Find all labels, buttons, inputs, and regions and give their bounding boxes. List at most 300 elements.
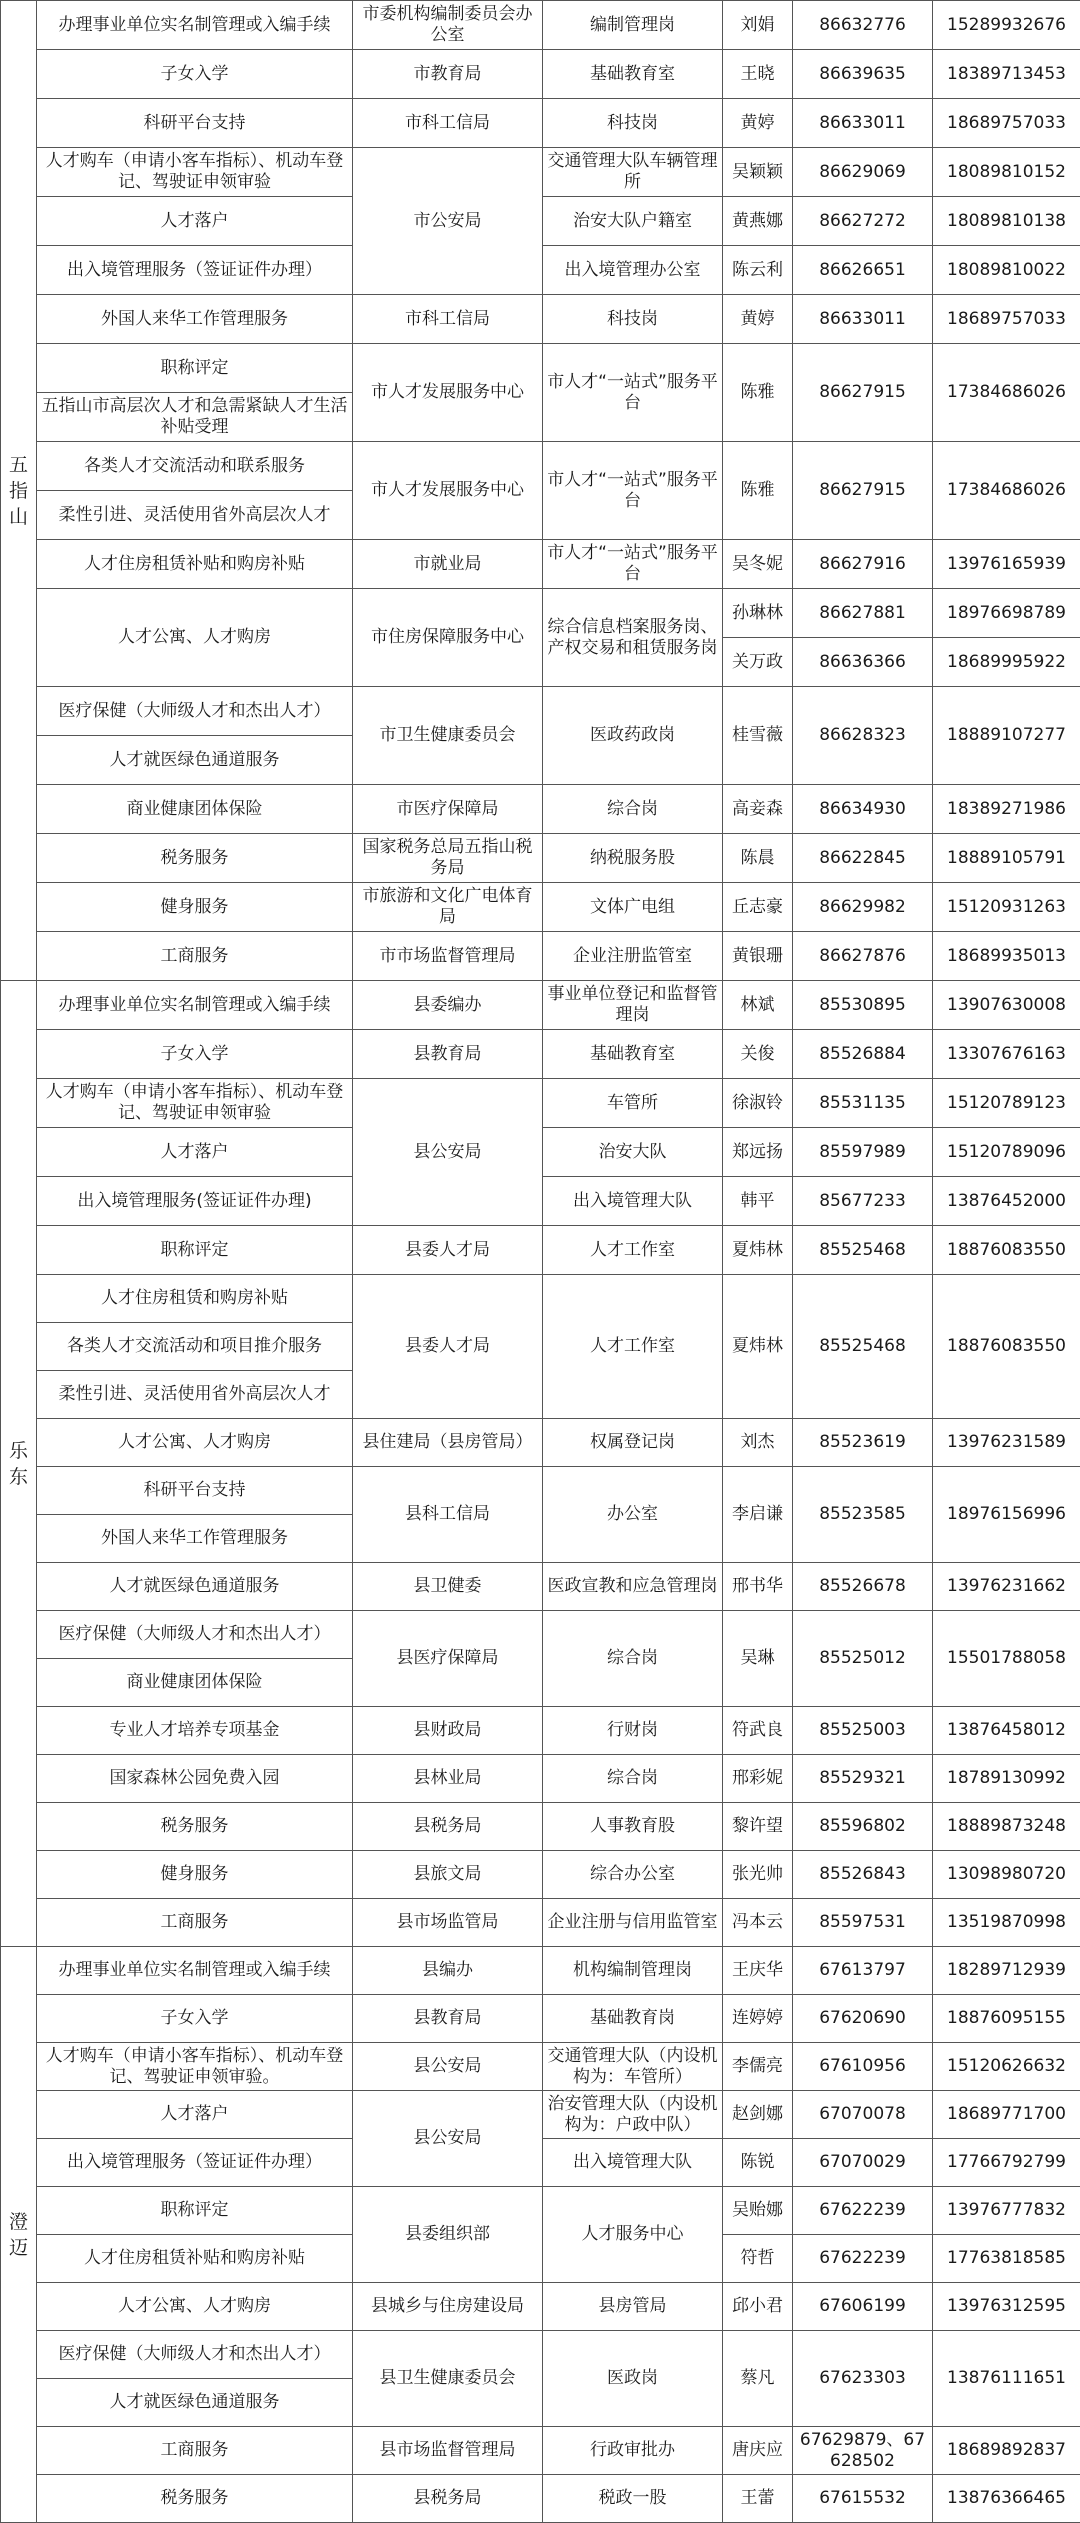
mobile-cell: 15501788058 [933, 1611, 1080, 1707]
department-cell: 县林业局 [353, 1755, 543, 1803]
table-row [1, 1899, 1080, 1947]
post-cell: 出入境管理大队 [543, 2139, 723, 2187]
post-cell: 事业单位登记和监督管理岗 [543, 981, 723, 1030]
contact-cell: 徐淑铃 [723, 1079, 793, 1128]
table-row [1, 148, 1080, 197]
department-cell: 县委编办 [353, 981, 543, 1030]
phone-cell: 67622239 [793, 2235, 933, 2283]
post-cell: 治安大队户籍室 [543, 197, 723, 246]
contact-cell: 陈云利 [723, 246, 793, 295]
service-cell: 出入境管理服务(签证证件办理) [37, 1177, 353, 1226]
service-cell: 医疗保健（大师级人才和杰出人才） [37, 1611, 353, 1659]
phone-cell: 85525468 [793, 1275, 933, 1419]
mobile-cell: 13876458012 [933, 1707, 1080, 1755]
service-cell: 医疗保健（大师级人才和杰出人才） [37, 687, 353, 736]
department-cell: 县城乡与住房建设局 [353, 2283, 543, 2331]
contact-cell: 黄燕娜 [723, 197, 793, 246]
post-cell: 交通管理大队（内设机构为：车管所） [543, 2043, 723, 2091]
phone-cell: 85523585 [793, 1467, 933, 1563]
table-row [1, 2475, 1080, 2523]
phone-cell: 67610956 [793, 2043, 933, 2091]
post-cell: 医政岗 [543, 2331, 723, 2427]
service-cell: 人才购车（申请小客车指标）、机动车登记、驾驶证申领审验 [37, 1079, 353, 1128]
department-cell: 市医疗保障局 [353, 785, 543, 834]
table-body [1, 1, 1080, 2523]
contact-cell: 关万政 [723, 638, 793, 687]
service-cell: 人才公寓、人才购房 [37, 2283, 353, 2331]
department-cell: 县委组织部 [353, 2187, 543, 2283]
phone-cell: 85597989 [793, 1128, 933, 1177]
contact-cell: 陈雅 [723, 344, 793, 442]
mobile-cell: 13876452000 [933, 1177, 1080, 1226]
contact-cell: 赵剑娜 [723, 2091, 793, 2139]
service-cell: 人才住房租赁和购房补贴 [37, 1275, 353, 1323]
post-cell: 治安管理大队（内设机构为：户政中队） [543, 2091, 723, 2139]
phone-cell: 85677233 [793, 1177, 933, 1226]
service-cell: 出入境管理服务（签证证件办理） [37, 2139, 353, 2187]
mobile-cell: 13976312595 [933, 2283, 1080, 2331]
post-cell: 企业注册监管室 [543, 932, 723, 981]
region-name: 乐东 [9, 1438, 29, 1490]
service-cell: 工商服务 [37, 1899, 353, 1947]
table-row [1, 99, 1080, 148]
mobile-cell: 18689771700 [933, 2091, 1080, 2139]
mobile-cell: 13519870998 [933, 1899, 1080, 1947]
service-cell: 柔性引进、灵活使用省外高层次人才 [37, 1371, 353, 1419]
contact-cell: 王庆华 [723, 1947, 793, 1995]
post-cell: 基础教育室 [543, 1030, 723, 1079]
phone-cell: 67615532 [793, 2475, 933, 2523]
contact-cell: 冯本云 [723, 1899, 793, 1947]
department-cell: 市住房保障服务中心 [353, 589, 543, 687]
phone-cell: 85525012 [793, 1611, 933, 1707]
phone-cell: 86628323 [793, 687, 933, 785]
service-cell: 税务服务 [37, 2475, 353, 2523]
service-cell: 出入境管理服务（签证证件办理） [37, 246, 353, 295]
mobile-cell: 13976777832 [933, 2187, 1080, 2235]
phone-cell: 85530895 [793, 981, 933, 1030]
contact-cell: 孙琳林 [723, 589, 793, 638]
mobile-cell: 18089810138 [933, 197, 1080, 246]
service-cell: 健身服务 [37, 1851, 353, 1899]
department-cell: 市科工信局 [353, 99, 543, 148]
service-cell: 科研平台支持 [37, 99, 353, 148]
phone-cell: 67606199 [793, 2283, 933, 2331]
table-row [1, 1851, 1080, 1899]
mobile-cell: 18976698789 [933, 589, 1080, 638]
table-row [1, 1947, 1080, 1995]
contact-cell: 符武良 [723, 1707, 793, 1755]
contact-cell: 丘志豪 [723, 883, 793, 932]
post-cell: 机构编制管理岗 [543, 1947, 723, 1995]
phone-cell: 85597531 [793, 1899, 933, 1947]
mobile-cell: 13307676163 [933, 1030, 1080, 1079]
service-cell: 子女入学 [37, 1995, 353, 2043]
table-row [1, 1275, 1080, 1323]
phone-cell: 86634930 [793, 785, 933, 834]
contact-cell: 连婷婷 [723, 1995, 793, 2043]
post-cell: 税政一股 [543, 2475, 723, 2523]
department-cell: 国家税务总局五指山税务局 [353, 834, 543, 883]
service-cell: 工商服务 [37, 2427, 353, 2475]
post-cell: 市人才“一站式”服务平台 [543, 540, 723, 589]
post-cell: 出入境管理办公室 [543, 246, 723, 295]
department-cell: 县科工信局 [353, 1467, 543, 1563]
phone-cell: 85523619 [793, 1419, 933, 1467]
department-cell: 县公安局 [353, 2043, 543, 2091]
service-cell: 人才购车（申请小客车指标）、机动车登记、驾驶证申领审验。 [37, 2043, 353, 2091]
phone-cell: 85526678 [793, 1563, 933, 1611]
contact-cell: 符哲 [723, 2235, 793, 2283]
table-row [1, 1611, 1080, 1659]
post-cell: 医政宣教和应急管理岗 [543, 1563, 723, 1611]
post-cell: 车管所 [543, 1079, 723, 1128]
contact-cell: 刘杰 [723, 1419, 793, 1467]
service-cell: 科研平台支持 [37, 1467, 353, 1515]
department-cell: 市卫生健康委员会 [353, 687, 543, 785]
table-row [1, 687, 1080, 736]
phone-cell: 85525468 [793, 1226, 933, 1275]
mobile-cell: 13876111651 [933, 2331, 1080, 2427]
department-cell: 县委人才局 [353, 1275, 543, 1419]
service-cell: 办理事业单位实名制管理或入编手续 [37, 1947, 353, 1995]
department-cell: 市就业局 [353, 540, 543, 589]
post-cell: 县房管局 [543, 2283, 723, 2331]
department-cell: 县税务局 [353, 1803, 543, 1851]
post-cell: 人事教育股 [543, 1803, 723, 1851]
contact-cell: 邱小君 [723, 2283, 793, 2331]
table-row [1, 1030, 1080, 1079]
mobile-cell: 15120626632 [933, 2043, 1080, 2091]
department-cell: 县编办 [353, 1947, 543, 1995]
department-cell: 县教育局 [353, 1995, 543, 2043]
service-cell: 国家森林公园免费入园 [37, 1755, 353, 1803]
phone-cell: 67070078 [793, 2091, 933, 2139]
post-cell: 综合岗 [543, 785, 723, 834]
contact-cell: 张光帅 [723, 1851, 793, 1899]
mobile-cell: 13098980720 [933, 1851, 1080, 1899]
mobile-cell: 18876083550 [933, 1226, 1080, 1275]
mobile-cell: 15120789123 [933, 1079, 1080, 1128]
contact-cell: 桂雪薇 [723, 687, 793, 785]
contact-cell: 李启谦 [723, 1467, 793, 1563]
contact-cell: 郑远扬 [723, 1128, 793, 1177]
department-cell: 市委机构编制委员会办公室 [353, 1, 543, 50]
mobile-cell: 18689757033 [933, 99, 1080, 148]
region-name: 五指山 [9, 452, 29, 530]
department-cell: 县卫健委 [353, 1563, 543, 1611]
service-cell: 商业健康团体保险 [37, 785, 353, 834]
contact-cell: 陈雅 [723, 442, 793, 540]
department-cell: 县住建局（县房管局） [353, 1419, 543, 1467]
mobile-cell: 13976231589 [933, 1419, 1080, 1467]
table-row [1, 932, 1080, 981]
table-row [1, 2091, 1080, 2139]
mobile-cell: 17763818585 [933, 2235, 1080, 2283]
phone-cell: 67620690 [793, 1995, 933, 2043]
table-row [1, 442, 1080, 491]
phone-cell: 86632776 [793, 1, 933, 50]
mobile-cell: 18689757033 [933, 295, 1080, 344]
post-cell: 人才工作室 [543, 1275, 723, 1419]
table-row [1, 1079, 1080, 1128]
post-cell: 综合信息档案服务岗、产权交易和租赁服务岗 [543, 589, 723, 687]
contact-cell: 夏炜林 [723, 1226, 793, 1275]
region-cell [1, 981, 37, 1947]
service-cell: 职称评定 [37, 2187, 353, 2235]
contact-cell: 唐庆应 [723, 2427, 793, 2475]
department-cell: 县财政局 [353, 1707, 543, 1755]
mobile-cell: 18789130992 [933, 1755, 1080, 1803]
service-cell: 各类人才交流活动和项目推介服务 [37, 1323, 353, 1371]
table-row [1, 1226, 1080, 1275]
department-cell: 市市场监督管理局 [353, 932, 543, 981]
post-cell: 基础教育室 [543, 50, 723, 99]
phone-cell: 67070029 [793, 2139, 933, 2187]
service-cell: 五指山市高层次人才和急需紧缺人才生活补贴受理 [37, 393, 353, 442]
phone-cell: 67622239 [793, 2187, 933, 2235]
department-cell: 县市场监管局 [353, 1899, 543, 1947]
contact-cell: 陈晨 [723, 834, 793, 883]
phone-cell: 86627915 [793, 442, 933, 540]
post-cell: 编制管理岗 [543, 1, 723, 50]
phone-cell: 86633011 [793, 99, 933, 148]
department-cell: 县税务局 [353, 2475, 543, 2523]
table-row [1, 589, 1080, 638]
contact-cell: 邢书华 [723, 1563, 793, 1611]
mobile-cell: 17384686026 [933, 442, 1080, 540]
department-cell: 市人才发展服务中心 [353, 344, 543, 442]
contact-cell: 吴颖颖 [723, 148, 793, 197]
contact-cell: 林斌 [723, 981, 793, 1030]
table-row [1, 1563, 1080, 1611]
contact-cell: 陈锐 [723, 2139, 793, 2187]
department-cell: 县市场监督管理局 [353, 2427, 543, 2475]
contact-cell: 蔡凡 [723, 2331, 793, 2427]
contact-cell: 王晓 [723, 50, 793, 99]
post-cell: 纳税服务股 [543, 834, 723, 883]
service-cell: 人才落户 [37, 1128, 353, 1177]
post-cell: 基础教育岗 [543, 1995, 723, 2043]
region-cell [1, 1, 37, 981]
phone-cell: 86627916 [793, 540, 933, 589]
mobile-cell: 18876095155 [933, 1995, 1080, 2043]
post-cell: 文体广电组 [543, 883, 723, 932]
service-cell: 人才落户 [37, 197, 353, 246]
contact-cell: 黄银珊 [723, 932, 793, 981]
phone-cell: 86627272 [793, 197, 933, 246]
service-cell: 人才购车（申请小客车指标）、机动车登记、驾驶证申领审验 [37, 148, 353, 197]
post-cell: 行财岗 [543, 1707, 723, 1755]
table-row [1, 1467, 1080, 1515]
service-cell: 人才就医绿色通道服务 [37, 2379, 353, 2427]
post-cell: 人才工作室 [543, 1226, 723, 1275]
department-cell: 市公安局 [353, 148, 543, 295]
post-cell: 出入境管理大队 [543, 1177, 723, 1226]
table-row [1, 2283, 1080, 2331]
post-cell: 治安大队 [543, 1128, 723, 1177]
post-cell: 综合岗 [543, 1611, 723, 1707]
region-cell [1, 1947, 37, 2523]
mobile-cell: 18976156996 [933, 1467, 1080, 1563]
table-row [1, 2043, 1080, 2091]
mobile-cell: 18289712939 [933, 1947, 1080, 1995]
table-row [1, 883, 1080, 932]
post-cell: 医政药政岗 [543, 687, 723, 785]
contact-cell: 吴琳 [723, 1611, 793, 1707]
phone-cell: 86639635 [793, 50, 933, 99]
contact-cell: 吴贻娜 [723, 2187, 793, 2235]
service-cell: 职称评定 [37, 344, 353, 393]
service-cell: 外国人来华工作管理服务 [37, 1515, 353, 1563]
service-cell: 人才公寓、人才购房 [37, 589, 353, 687]
department-cell: 市科工信局 [353, 295, 543, 344]
contact-cell: 黎许望 [723, 1803, 793, 1851]
contact-cell: 李儒亮 [723, 2043, 793, 2091]
mobile-cell: 18889107277 [933, 687, 1080, 785]
mobile-cell: 18389713453 [933, 50, 1080, 99]
service-cell: 健身服务 [37, 883, 353, 932]
department-cell: 县委人才局 [353, 1226, 543, 1275]
service-cell: 人才公寓、人才购房 [37, 1419, 353, 1467]
phone-cell: 86629982 [793, 883, 933, 932]
table-row [1, 2187, 1080, 2235]
post-cell: 权属登记岗 [543, 1419, 723, 1467]
post-cell: 交通管理大队车辆管理所 [543, 148, 723, 197]
phone-cell: 67623303 [793, 2331, 933, 2427]
table-row [1, 785, 1080, 834]
mobile-cell: 15289932676 [933, 1, 1080, 50]
mobile-cell: 13976231662 [933, 1563, 1080, 1611]
mobile-cell: 15120931263 [933, 883, 1080, 932]
service-cell: 柔性引进、灵活使用省外高层次人才 [37, 491, 353, 540]
service-cell: 人才住房租赁补贴和购房补贴 [37, 2235, 353, 2283]
phone-cell: 85526884 [793, 1030, 933, 1079]
phone-cell: 67613797 [793, 1947, 933, 1995]
service-cell: 商业健康团体保险 [37, 1659, 353, 1707]
mobile-cell: 18089810152 [933, 148, 1080, 197]
post-cell: 市人才“一站式”服务平台 [543, 344, 723, 442]
service-cell: 各类人才交流活动和联系服务 [37, 442, 353, 491]
post-cell: 市人才“一站式”服务平台 [543, 442, 723, 540]
post-cell: 人才服务中心 [543, 2187, 723, 2283]
phone-cell: 86627881 [793, 589, 933, 638]
contact-cell: 王蕾 [723, 2475, 793, 2523]
table-row [1, 1803, 1080, 1851]
service-cell: 税务服务 [37, 834, 353, 883]
contact-cell: 韩平 [723, 1177, 793, 1226]
phone-cell: 86633011 [793, 295, 933, 344]
post-cell: 科技岗 [543, 99, 723, 148]
department-cell: 县卫生健康委员会 [353, 2331, 543, 2427]
mobile-cell: 18689935013 [933, 932, 1080, 981]
department-cell: 市旅游和文化广电体育局 [353, 883, 543, 932]
mobile-cell: 18876083550 [933, 1275, 1080, 1419]
contact-cell: 吴冬妮 [723, 540, 793, 589]
table-row [1, 1, 1080, 50]
post-cell: 科技岗 [543, 295, 723, 344]
mobile-cell: 18689995922 [933, 638, 1080, 687]
phone-cell: 86629069 [793, 148, 933, 197]
mobile-cell: 15120789096 [933, 1128, 1080, 1177]
post-cell: 企业注册与信用监管室 [543, 1899, 723, 1947]
service-cell: 职称评定 [37, 1226, 353, 1275]
mobile-cell: 18389271986 [933, 785, 1080, 834]
service-cell: 办理事业单位实名制管理或入编手续 [37, 1, 353, 50]
mobile-cell: 17384686026 [933, 344, 1080, 442]
post-cell: 办公室 [543, 1467, 723, 1563]
table-row [1, 2427, 1080, 2475]
contact-cell: 夏炜林 [723, 1275, 793, 1419]
department-cell: 市人才发展服务中心 [353, 442, 543, 540]
department-cell: 县公安局 [353, 2091, 543, 2187]
post-cell: 综合岗 [543, 1755, 723, 1803]
phone-cell: 86627876 [793, 932, 933, 981]
region-name: 澄迈 [9, 2209, 29, 2261]
phone-cell: 67629879、67628502 [793, 2427, 933, 2475]
table-row [1, 344, 1080, 393]
service-cell: 办理事业单位实名制管理或入编手续 [37, 981, 353, 1030]
phone-cell: 86626651 [793, 246, 933, 295]
contact-cell: 关俊 [723, 1030, 793, 1079]
mobile-cell: 13976165939 [933, 540, 1080, 589]
department-cell: 市教育局 [353, 50, 543, 99]
table-row [1, 1707, 1080, 1755]
mobile-cell: 18089810022 [933, 246, 1080, 295]
post-cell: 行政审批办 [543, 2427, 723, 2475]
mobile-cell: 18889873248 [933, 1803, 1080, 1851]
department-cell: 县公安局 [353, 1079, 543, 1226]
service-cell: 人才就医绿色通道服务 [37, 736, 353, 785]
department-cell: 县旅文局 [353, 1851, 543, 1899]
table-row [1, 1995, 1080, 2043]
phone-cell: 86627915 [793, 344, 933, 442]
post-cell: 综合办公室 [543, 1851, 723, 1899]
service-cell: 工商服务 [37, 932, 353, 981]
service-cell: 税务服务 [37, 1803, 353, 1851]
service-cell: 人才就医绿色通道服务 [37, 1563, 353, 1611]
department-cell: 县教育局 [353, 1030, 543, 1079]
contact-cell: 黄婷 [723, 295, 793, 344]
department-cell: 县医疗保障局 [353, 1611, 543, 1707]
service-cell: 子女入学 [37, 50, 353, 99]
mobile-cell: 18889105791 [933, 834, 1080, 883]
table-row [1, 834, 1080, 883]
table-row [1, 981, 1080, 1030]
service-cell: 专业人才培养专项基金 [37, 1707, 353, 1755]
table-row [1, 1419, 1080, 1467]
contact-cell: 黄婷 [723, 99, 793, 148]
mobile-cell: 17766792799 [933, 2139, 1080, 2187]
mobile-cell: 18689892837 [933, 2427, 1080, 2475]
table-row [1, 50, 1080, 99]
contact-cell: 刘娟 [723, 1, 793, 50]
contact-cell: 高妾森 [723, 785, 793, 834]
service-cell: 人才落户 [37, 2091, 353, 2139]
phone-cell: 85525003 [793, 1707, 933, 1755]
phone-cell: 86636366 [793, 638, 933, 687]
table-row [1, 295, 1080, 344]
table-row [1, 540, 1080, 589]
phone-cell: 85531135 [793, 1079, 933, 1128]
mobile-cell: 13907630008 [933, 981, 1080, 1030]
service-cell: 人才住房租赁补贴和购房补贴 [37, 540, 353, 589]
table-row [1, 2331, 1080, 2379]
phone-cell: 85596802 [793, 1803, 933, 1851]
phone-cell: 85526843 [793, 1851, 933, 1899]
service-cell: 子女入学 [37, 1030, 353, 1079]
service-cell: 医疗保健（大师级人才和杰出人才） [37, 2331, 353, 2379]
